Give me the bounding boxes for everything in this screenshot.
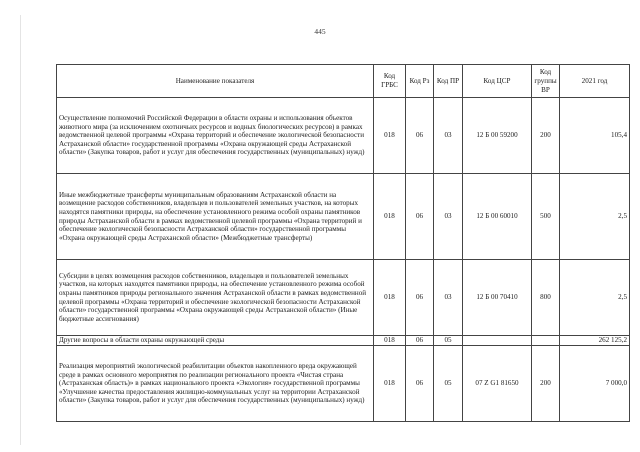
row-amount: 2,5	[560, 174, 630, 260]
header-rz: Код Рз	[406, 65, 434, 98]
table-row	[57, 336, 630, 346]
header-year: 2021 год	[560, 65, 630, 98]
row-grbs: 018	[374, 174, 406, 260]
row-amount: 2,5	[560, 260, 630, 336]
scan-edge-line	[20, 15, 21, 445]
table-row	[57, 98, 630, 174]
header-csr: Код ЦСР	[463, 65, 532, 98]
row-name: Субсидии в целях возмещения расходов собственников, владельцев и пользователей земельных участков, на которых находятся памятники природы, на обеспечение установленного режима особой охраны памятников природы регионального значения Астраханской области в рамках ведомственной целевой программы «Охрана территорий и обеспечение экологической безопасности Астраханской области» государственной программы «Охрана окружающей среды Астраханской области» (Иные бюджетные ассигнования)	[57, 260, 374, 336]
row-pr: 05	[434, 346, 463, 422]
row-rz: 06	[406, 174, 434, 260]
row-name: Осуществление полномочий Российской Федерации в области охраны и использования объектов животного мира (за исключением охотничьих ресурсов и водных биологических ресурсов) в рамках ведомственной целевой программы «Охрана территорий и обеспечение экологической безопасности Астраханской области» государственной программы «Охрана окружающей среды Астраханской области» (Закупка товаров, работ и услуг для обеспечения государственных (муниципальных) нужд)	[57, 98, 374, 174]
row-rz: 06	[406, 98, 434, 174]
row-csr: 07 Z G1 81650	[463, 346, 532, 422]
row-grbs: 018	[374, 336, 406, 346]
row-name: Другие вопросы в области охраны окружающей среды	[57, 336, 374, 346]
row-vr: 200	[532, 98, 560, 174]
row-amount: 262 125,2	[560, 336, 630, 346]
row-name: Иные межбюджетные трансферты муниципальным образованиям Астраханской области на возмещение расходов собственников, владельцев и пользователей земельных участков, на которых находятся памятники природы, на обеспечение установленного режима особой охраны памятников природы Астраханской области в рамках ведомственной целевой программы «Охрана территорий и обеспечение экологической безопасности Астраханской области» государственной программы «Охрана окружающей среды Астраханской области» (Межбюджетные трансферты)	[57, 174, 374, 260]
header-name: Наименование показателя	[57, 65, 374, 98]
row-amount: 7 000,0	[560, 346, 630, 422]
row-csr	[463, 336, 532, 346]
header-vr: Код группы ВР	[532, 65, 560, 98]
row-vr	[532, 336, 560, 346]
row-pr: 05	[434, 336, 463, 346]
row-pr: 03	[434, 98, 463, 174]
row-name: Реализация мероприятий экологической реабилитации объектов накопленного вреда окружающей среде в рамках основного мероприятия по реализации регионального проекта «Чистая страна (Астраханская область)» в рамках национального проекта «Экология» государственной программы «Улучшение качества предоставления жилищно-коммунальных услуг на территории Астраханской области» (Закупка товаров, работ и услуг для обеспечения государственных (муниципальных) нужд)	[57, 346, 374, 422]
row-csr: 12 Б 00 70410	[463, 260, 532, 336]
row-rz: 06	[406, 346, 434, 422]
table-row	[57, 260, 630, 336]
row-vr: 800	[532, 260, 560, 336]
table-row	[57, 174, 630, 260]
header-pr: Код ПР	[434, 65, 463, 98]
row-rz: 06	[406, 336, 434, 346]
row-vr: 500	[532, 174, 560, 260]
row-pr: 03	[434, 260, 463, 336]
row-grbs: 018	[374, 346, 406, 422]
row-amount: 105,4	[560, 98, 630, 174]
row-grbs: 018	[374, 260, 406, 336]
row-csr: 12 Б 00 60010	[463, 174, 532, 260]
header-grbs: Код ГРБС	[374, 65, 406, 98]
table-header-row	[57, 65, 630, 98]
row-vr: 200	[532, 346, 560, 422]
row-rz: 06	[406, 260, 434, 336]
row-grbs: 018	[374, 98, 406, 174]
table-row	[57, 346, 630, 422]
page-number: 445	[314, 27, 326, 36]
row-csr: 12 Б 00 59200	[463, 98, 532, 174]
budget-table	[56, 64, 630, 422]
row-pr: 03	[434, 174, 463, 260]
